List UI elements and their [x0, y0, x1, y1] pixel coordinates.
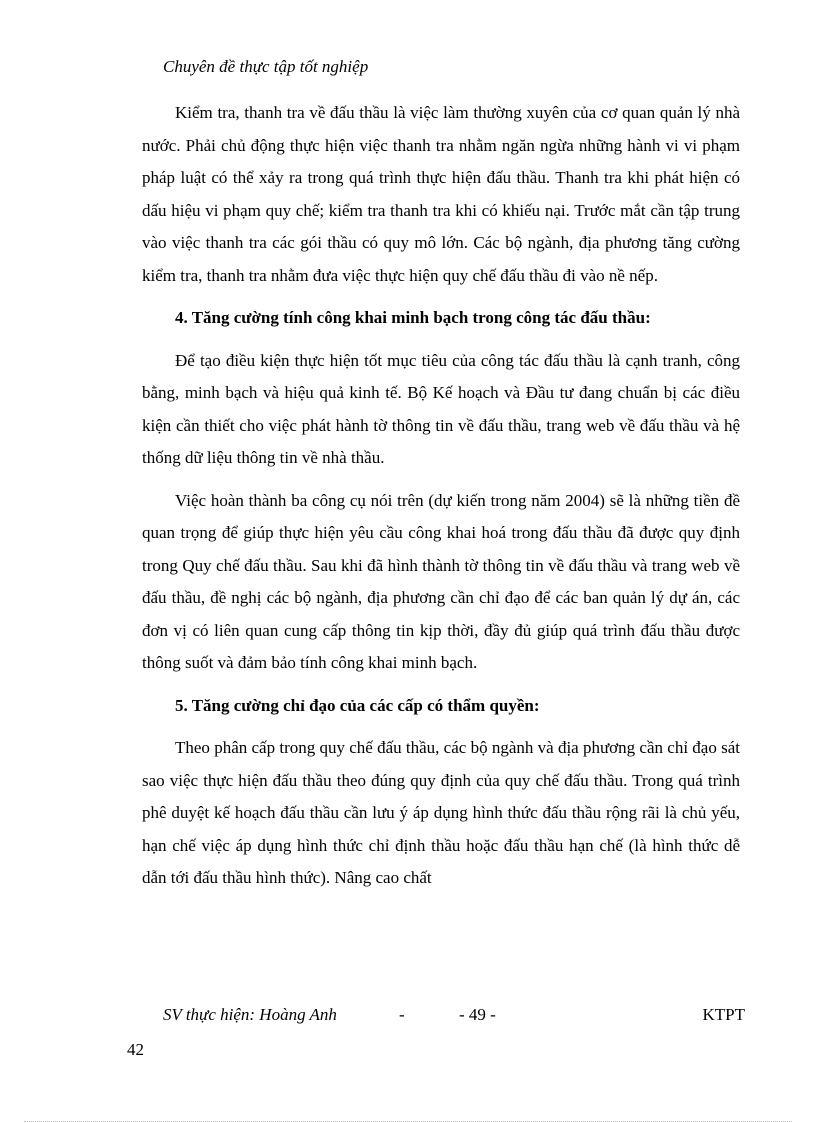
- paragraph-three-tools: Việc hoàn thành ba công cụ nói trên (dự kiến trong năm 2004) sẽ là những tiền đề quan trọng để giúp thực hiện yêu cầu công khai hoá trong đấu thầu đã được quy định trong Quy chế đấu thầu. Sau khi đã hình thành tờ thông tin về đấu thầu và trang web về đấu thầu, đề nghị các bộ ngành, địa phương cần chỉ đạo để các ban quản lý dự án, các đơn vị có liên quan cung cấp thông tin kịp thời, đầy đủ giúp quá trình đấu thầu được thông suốt và đảm bảo tính công khai minh bạch.: [142, 490, 740, 672]
- section-heading-4: 4. Tăng cường tính công khai minh bạch trong công tác đấu thầu:: [175, 308, 651, 327]
- page-bottom-divider: [24, 1121, 792, 1122]
- document-body: [142, 97, 740, 905]
- paragraph-transparency-conditions: Để tạo điều kiện thực hiện tốt mục tiêu của công tác đấu thầu là cạnh tranh, công bằng, minh bạch và hiệu quả kinh tế. Bộ Kế hoạch và Đầu tư đang chuẩn bị các điều kiện cần thiết cho việc phát hành tờ thông tin về đấu thầu, trang web về đấu thầu và hệ thống dữ liệu thông tin về nhà thầu.: [142, 350, 740, 467]
- page-header-title: Chuyên đề thực tập tốt nghiệp: [163, 57, 369, 76]
- page-footer: [163, 1005, 745, 1031]
- footer-student-name: SV thực hiện: Hoàng Anh: [163, 1005, 337, 1024]
- footer-page-count: 42: [127, 1040, 144, 1059]
- footer-separator: -: [399, 1005, 405, 1024]
- footer-department: KTPT: [702, 1005, 745, 1024]
- section-heading-5: 5. Tăng cường chỉ đạo của các cấp có thẩm quyền:: [175, 695, 540, 715]
- paragraph-authority-direction: Theo phân cấp trong quy chế đấu thầu, các bộ ngành và địa phương cần chỉ đạo sát sao việc thực hiện đấu thầu theo đúng quy định của quy chế đấu thầu. Trong quá trình phê duyệt kế hoạch đấu thầu cần lưu ý áp dụng hình thức đấu thầu rộng rãi là chủ yếu, hạn chế việc áp dụng hình thức chỉ định thầu hoặc đấu thầu hạn chế (là hình thức dễ dẫn tới đấu thầu hình thức). Nâng cao chất: [142, 738, 740, 887]
- footer-page-number: - 49 -: [459, 1005, 496, 1024]
- paragraph-inspection: Kiểm tra, thanh tra về đấu thầu là việc làm thường xuyên của cơ quan quản lý nhà nước. Phải chủ động thực hiện việc thanh tra nhằm ngăn ngừa những hành vi vi phạm pháp luật có thể xảy ra trong quá trình thực hiện đấu thầu. Thanh tra khi phát hiện có dấu hiệu vi phạm quy chế; kiểm tra thanh tra khi có khiếu nại. Trước mắt cần tập trung vào việc thanh tra các gói thầu có quy mô lớn. Các bộ ngành, địa phương tăng cường kiểm tra, thanh tra nhằm đưa việc thực hiện quy chế đấu thầu đi vào nề nếp.: [142, 103, 740, 285]
